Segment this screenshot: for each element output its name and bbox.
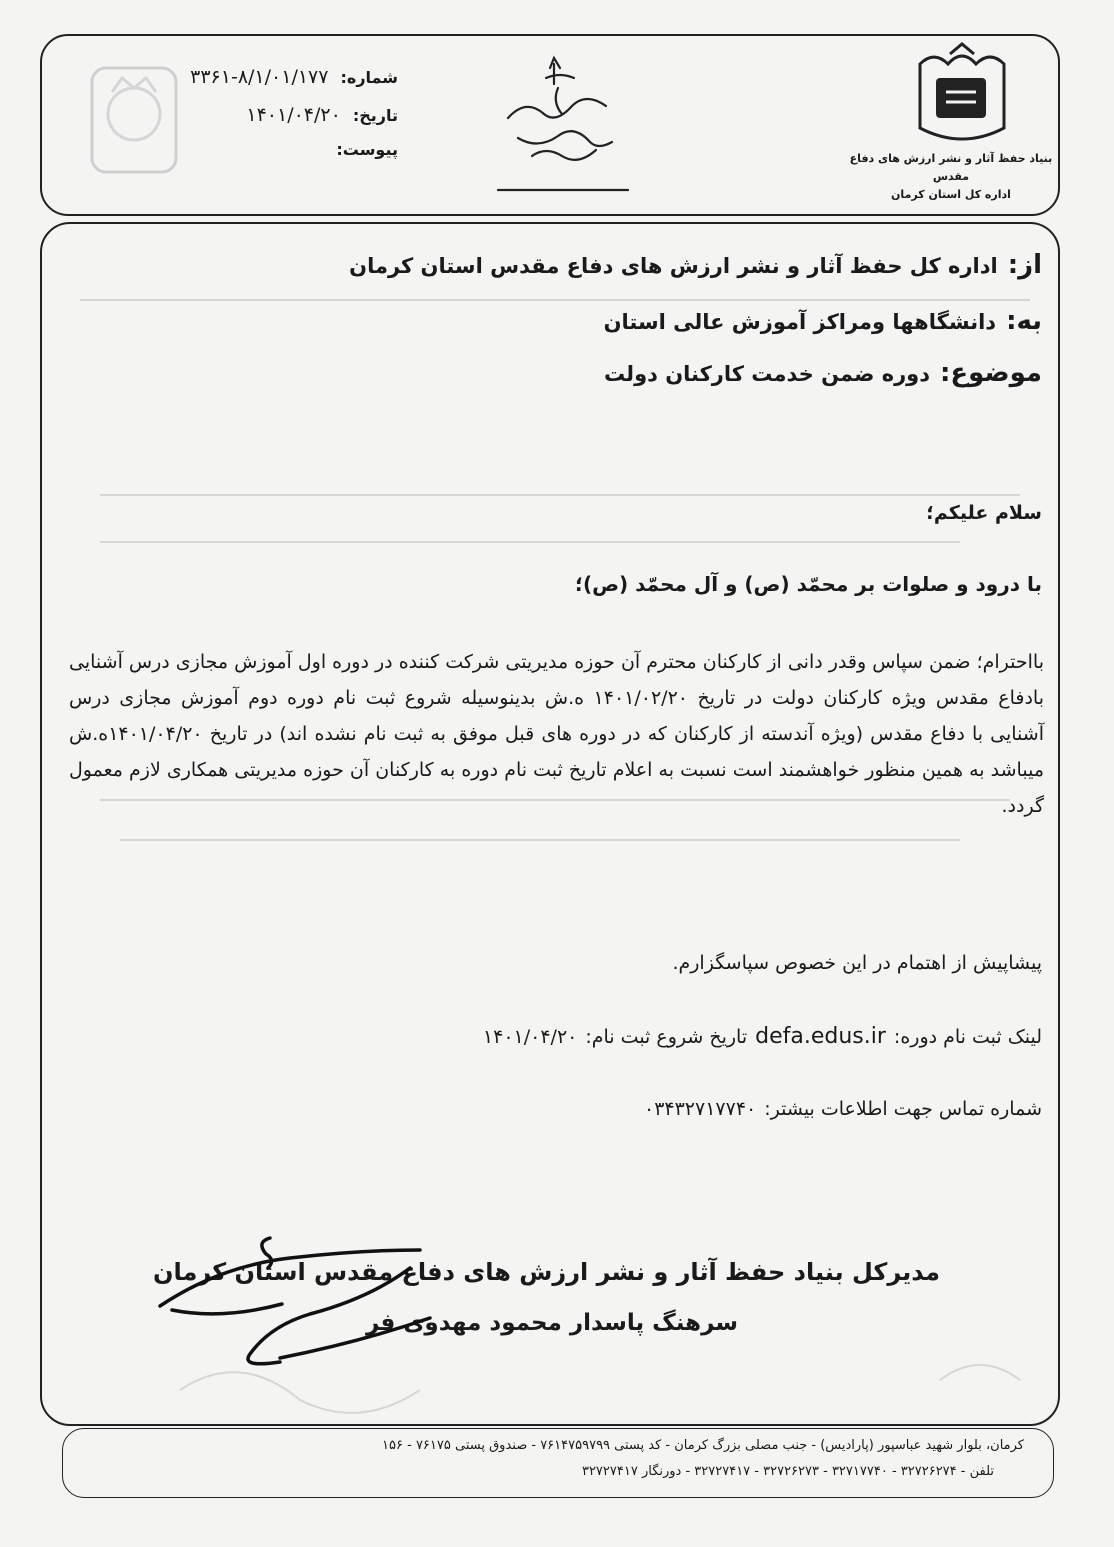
letter-attachment-label: پیوست: (336, 140, 398, 159)
registration-link[interactable]: defa.edus.ir (755, 1024, 886, 1049)
organization-branch: اداره کل استان کرمان (891, 188, 1011, 201)
subject-value: دوره ضمن خدمت کارکنان دولت (603, 362, 931, 386)
organization-name: بنیاد حفظ آثار و نشر ارزش های دفاع مقدس (849, 152, 1053, 183)
registration-link-label: لینک ثبت نام دوره: (893, 1026, 1042, 1048)
registration-link-row (483, 1024, 1042, 1049)
from-row (349, 250, 1042, 280)
signatory-name: سرهنگ پاسدار محمود مهدوی فر (365, 1310, 738, 1336)
organization-name-block (846, 150, 1056, 204)
registration-start-label: تاریخ شروع ثبت نام: (585, 1026, 748, 1048)
subject-row (604, 358, 1042, 388)
letter-date-row (246, 104, 398, 126)
letter-number-row (190, 66, 398, 88)
handwritten-signature (150, 1228, 450, 1368)
organization-logo-icon (914, 42, 1008, 152)
to-value: دانشگاهها ومراکز آموزش عالی استان (603, 310, 997, 334)
footer-address: کرمان، بلوار شهید عباسپور (پارادیس) - جنب مصلی بزرگ کرمان - کد پستی ۷۶۱۴۷۵۹۷۹۹ - صندوق پستی ۷۶۱۷۵ - ۱۵۶ (382, 1438, 1024, 1453)
footer-phones: تلفن - ۳۲۷۲۶۲۷۴ - ۳۲۷۱۷۷۴۰ - ۳۲۷۲۶۲۷۳ - ۳۲۷۲۷۴۱۷ - دورنگار ۳۲۷۲۷۴۱۷ (581, 1464, 994, 1479)
contact-row (644, 1098, 1042, 1120)
letter-attachment-row (336, 140, 398, 159)
thanks-line: پیشاپیش از اهتمام در این خصوص سپاسگزارم. (672, 952, 1042, 974)
letter-date-value: ۱۴۰۱/۰۴/۲۰ (246, 104, 341, 126)
to-label: به: (1006, 306, 1042, 336)
letter-date-label: تاریخ: (352, 106, 398, 125)
greeting: سلام علیکم؛ (926, 502, 1042, 524)
letter-number-value: ۳۳۶۱-۸/۱/۰۱/۱۷۷ (190, 66, 329, 88)
contact-label: شماره تماس جهت اطلاعات بیشتر: (764, 1098, 1042, 1120)
signatory-title: مدیرکل بنیاد حفظ آثار و نشر ارزش های دفاع مقدس استان کرمان (152, 1258, 940, 1286)
from-label: از: (1007, 250, 1042, 280)
to-row (604, 306, 1042, 336)
letter-number-label: شماره: (340, 68, 398, 87)
contact-phone: ۰۳۴۳۲۷۱۷۷۴۰ (643, 1098, 757, 1120)
from-value: اداره کل حفظ آثار و نشر ارزش های دفاع مقدس استان کرمان (349, 254, 998, 278)
salutation: با درود و صلوات بر محمّد (ص) و آل محمّد (ص)؛ (574, 572, 1042, 596)
registration-start-value: ۱۴۰۱/۰۴/۲۰ (482, 1026, 578, 1048)
subject-label: موضوع: (940, 358, 1042, 388)
calligraphy-emblem (488, 48, 638, 196)
body-paragraph: بااحترام؛ ضمن سپاس وقدر دانی از کارکنان محترم آن حوزه مدیریتی شرکت کننده در دوره اول آموزش مجازی درس آشنایی بادفاع مقدس ویژه کارکنان دولت در تاریخ ۱۴۰۱/۰۲/۲۰ ه.ش بدینوسیله شروع ثبت نام دوره دوم آموزش مجازی درس آشنایی با دفاع مقدس (ویژه آندسته از کارکنان که در دوره های قبل موفق به ثبت نام نشده اند) در تاریخ ۱۴۰۱/۰۴/۲۰ه.ش میباشد به همین منظور خواهشمند است نسبت به اعلام تاریخ ثبت نام دوره به کارکنان آن حوزه مدیریتی همکاری لازم معمول گردد. (69, 651, 1044, 817)
faint-seal-icon (86, 62, 182, 178)
